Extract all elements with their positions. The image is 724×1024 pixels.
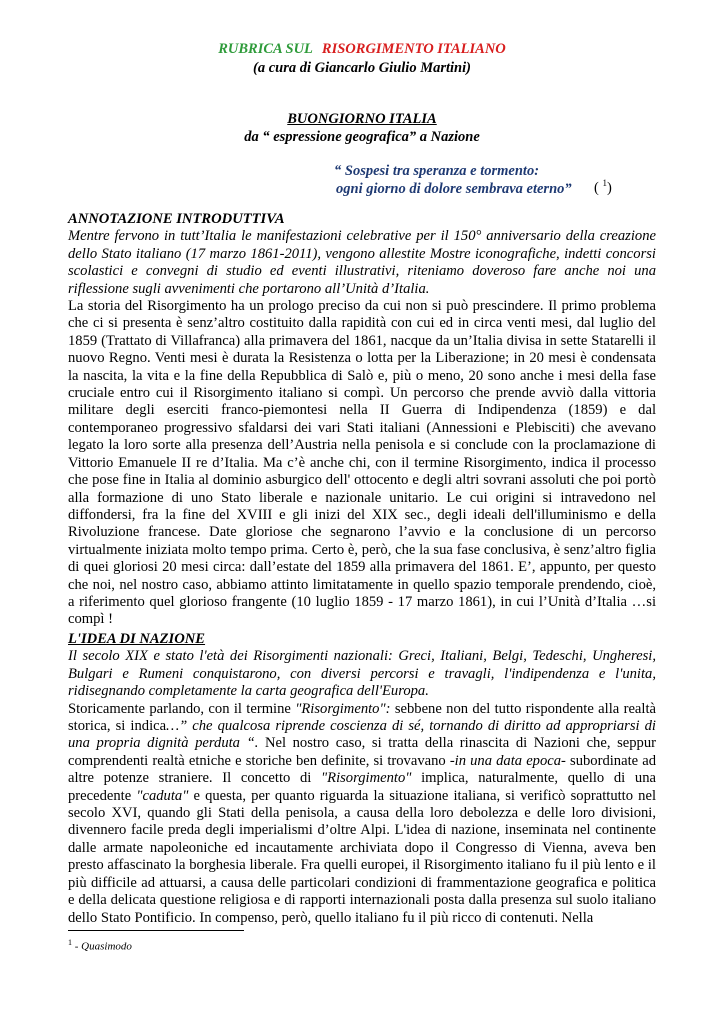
intro-body-paragraph: La storia del Risorgimento ha un prologo preciso da cui non si può prescindere. Il primo problema che ci si presenta è senz’altro costituito dalla rapidità con cui ed in circa venti mesi, dal luglio del 1859 (Trattato di Villafranca) alla primavera del 1861, nacque da un’Italia divisa in sette Statarelli il nuovo Regno. Venti mesi è durata la Resistenza o lotta per la Liberazione; in 20 mesi è condensata la nascita, la vita e la fine della Repubblica di Salò e, più o meno, 20 sono anche i mesi della fase cruciale entro cui il Risorgimento italiano si compì. Un percorso che prende avviò dalla vittoria militare degli eserciti franco-piemontesi nella II Guerra di Indipendenza (1859) e dal contemporaneo progressivo sfaldarsi dei vari Stati italiani (Annessioni e Plebisciti) che avevano legato la loro sorte alla presenza dell’Austria nella penisola e si conclude con la proclamazione di Vittorio Emanuele II re d’Italia. Ma c’è anche chi, con il termine Risorgimento, indica il processo che pose fine in Italia al dominio asburgico dell' ottocento e degli altri sovrani assoluti che poi portò alla formazione di uno Stato liberale e nazionale unitario. Le cui origini si intravedono nel diffondersi, fra la fine del XVIII e gli inizi del XIX sec., degli ideali dell'illuminismo e della Rivoluzione francese. Date gloriose che segnarono l’avvio e la conclusione di un percorso virtualmente iniziata molto tempo prima. Certo è, però, che la sua fase conclusiva, è senz’altro figlia di quei gloriosi 20 mesi circa: dall’estate del 1859 alla primavera del 1861. E’, appunto, per questo che noi, nel nostro caso, abbiamo attinto limitatamente in quello spazio temporale prendendo, cioè, a riferimento quel glorioso frangente (10 luglio 1859 - 17 marzo 1861), in cui l’Unità d’Italia …si compì ! [68,298,656,628]
text-run: Storicamente parlando, con il termine [68,700,296,717]
nazione-italic-paragraph: Il secolo XIX e stato l'età dei Risorgimenti nazionali: Greci, Italiani, Belgi, Tedeschi, Ungheresi, Bulgari e Rumeni conquistarono, con diversi percorsi e travagli, l'indipendenza e l'unita, ridisegnando completamente la carta geografica dell'Europa. [68,648,656,700]
text-run: -in una data epoca- [449,752,566,769]
quote-footnote-ref [594,178,612,197]
rubric-label: RUBRICA SUL [218,41,313,57]
text-run: subordinate ad altre potenze straniere. Il concetto di [68,752,656,787]
note-open: ( [594,179,599,196]
section-idea-nazione [68,631,656,927]
article-title-block [0,110,724,146]
curator-line: (a cura di Giancarlo Giulio Martini) [253,60,471,76]
footnote-separator [68,930,244,931]
rubric-topic: RISORGIMENTO ITALIANO [321,41,506,57]
note-close: ) [606,179,612,196]
text-run: "Risorgimento" [321,770,412,787]
article-subtitle: da “ espressione geografica” a Nazione [244,129,480,145]
nazione-body-paragraph [68,701,656,927]
text-run: "Risorgimento": [295,700,391,717]
rubric-title [0,40,724,59]
rubric-header [0,40,724,78]
text-run: implica, naturalmente, quello di una precedente [68,770,656,804]
quote-line-1: “ Sospesi tra speranza e tormento: [334,163,540,179]
section-heading: ANNOTAZIONE INTRODUTTIVA [68,211,285,227]
footnote-number: 1 [68,938,72,947]
text-run: e questa, per quanto riguarda la situazione italiana, si verificò soprattutto nel secolo XVI, quando gli Stati della penisola, a causa della loro debolezza e delle loro divisioni, divennero facile preda degli imperialismi d’oltre Alpi. L'idea di nazione, inseminata nel continente dalle armate napoleoniche ed incautamente archiviata dopo il Congresso di Vienna, aveva ben presto affascinato la borghesia liberale. Fra quelli europei, il Risorgimento italiano fu il più lento e il più difficile ad attuarsi, a causa delle particolari condizioni di frammentazione geografica e politica e della delicata questione religiosa e di rapporti internazionali posta dalla presenza sul suolo italiano dello Stato Pontificio. In compenso, però, quello italiano fu il più ricco di contenuti. Nella [68,787,657,926]
article-title: BUONGIORNO ITALIA [287,111,437,127]
section-introduction [68,211,656,629]
quote-line-2: ogni giorno di dolore sembrava eterno” [336,181,572,197]
text-run: …” che qualcosa riprende coscienza di sé, tornando di diritto ad appropriarsi di una propria dignità perduta “. [68,718,656,752]
footnote [68,938,132,953]
epigraph-quote [334,162,634,198]
footnote-text: - Quasimodo [72,940,132,953]
text-run: Nel nostro caso, si tratta della rinascita di Nazioni che, seppur comprendenti realtà etniche e storiche ben definite, si trovavano [68,735,656,769]
text-run: "caduta" [136,787,189,804]
note-number[interactable]: 1 [602,178,607,188]
text-run: sebbene non del tutto rispondente alla realtà storica, si indica [68,700,656,735]
intro-italic-paragraph: Mentre fervono in tutt’Italia le manifestazioni celebrative per il 150° anniversario della creazione dello Stato italiano (17 marzo 1861-2011), vengono allestite Mostre iconografiche, indetti concorsi scolastici e convegni di studio ed eventi illustrativi, riteniamo doveroso fare anche noi una riflessione sugli avvenimenti che portarono all’Unità d’Italia. [68,228,656,297]
section-heading: L'IDEA DI NAZIONE [68,631,206,647]
